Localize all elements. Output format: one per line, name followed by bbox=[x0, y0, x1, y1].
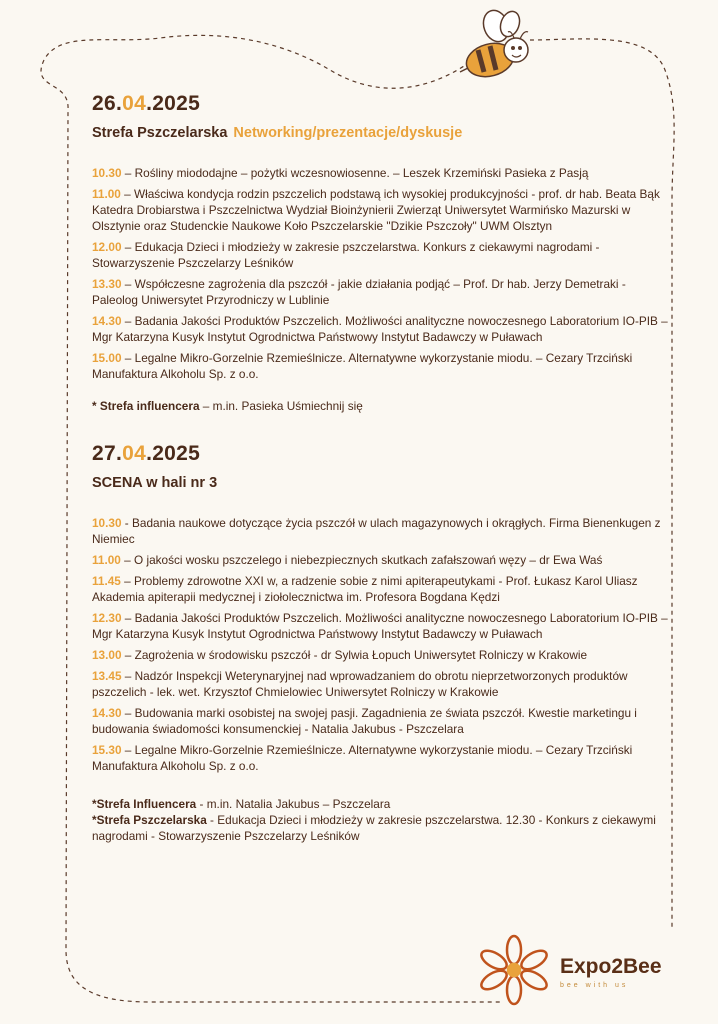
day1-influencer-note: * Strefa influencera – m.in. Pasieka Uśmiechnij się bbox=[92, 399, 363, 413]
logo-tagline: bee with us bbox=[560, 982, 629, 989]
schedule-item: 10.30 - Badania naukowe dotyczące życia pszczół w ulach magazynowych i okrągłych. Firma Bienenkugen z Niemiec bbox=[92, 516, 661, 546]
schedule-item: 13.00 – Zagrożenia w środowisku pszczół - dr Sylwia Łopuch Uniwersytet Rolniczy w Krakowie bbox=[92, 648, 588, 662]
schedule-item: 13.30 – Współczesne zagrożenia dla pszczół - jakie działania podjąć – Prof. Dr hab. Jerzy Demetraki - Paleolog Uniwersytet Przyrodniczy w Lublinie bbox=[92, 277, 626, 307]
schedule-item: 14.30 – Badania Jakości Produktów Pszczelich. Możliwości analityczne nowoczesnego Laboratorium IO-PIB – Mgr Katarzyna Kusyk Instytut Ogrodnictwa Państwowy Instytut Badawczy w Puławach bbox=[92, 314, 668, 344]
day2-influencer-note: *Strefa Influencera - m.in. Natalia Jakubus – Pszczelara bbox=[92, 797, 391, 811]
day2-zone-heading: SCENA w hali nr 3 bbox=[92, 475, 218, 491]
day2-beekeeping-note: *Strefa Pszczelarska - Edukacja Dzieci i młodzieży w zakresie pszczelarstwa. 12.30 - Konkurs z ciekawymi nagrodami - Stowarzyszenie Pszczelarzy Leśników bbox=[92, 813, 656, 843]
schedule-item: 15.30 – Legalne Mikro-Gorzelnie Rzemieślnicze. Alternatywne wykorzystanie miodu. – Cezary Trzciński Manufaktura Alkoholu Sp. z o.o. bbox=[92, 743, 633, 773]
schedule-item: 12.00 – Edukacja Dzieci i młodzieży w zakresie pszczelarstwa. Konkurs z ciekawymi nagrodami - Stowarzyszenie Pszczelarzy Leśników bbox=[92, 240, 600, 270]
bee-icon bbox=[456, 8, 536, 83]
schedule-item: 14.30 – Budowania marki osobistej na swojej pasji. Zagadnienia ze świata pszczół. Kwestie marketingu i budowania świadomości konsumenckiej - Natalia Jakubus - Pszczelara bbox=[92, 706, 637, 736]
day1-schedule bbox=[92, 165, 672, 382]
schedule-item: 11.00 – Właściwa kondycja rodzin pszczelich podstawą ich wysokiej produkcyjności - prof. dr hab. Beata Bąk Katedra Drobiarstwa i Pszczelnictwa Wydział Bioinżynierii Zwierząt Uniwersytet Warmińsko Mazurski w Olsztynie oraz Studenckie Naukowe Koło Pszczelarskie "Dzikie Pszczoły" UWM Olsztyn bbox=[92, 187, 660, 233]
day1-section bbox=[92, 92, 672, 414]
schedule-item: 11.45 – Problemy zdrowotne XXI w, a radzenie sobie z nimi apiterapeutykami - Prof. Łukasz Karol Uliasz Akademia apiterapii medycznej i ziołolecznictwa im. Profesora Bogdana Kędzi bbox=[92, 574, 638, 604]
day2-section bbox=[92, 442, 672, 844]
logo-name: Expo2Bee bbox=[560, 955, 662, 978]
day2-notes bbox=[92, 796, 672, 844]
day1-zone-heading: Strefa Pszczelarska Networking/prezentacje/dyskusje bbox=[92, 125, 463, 141]
day1-date: 26.04.2025 bbox=[92, 92, 201, 115]
schedule-item: 11.00 – O jakości wosku pszczelego i niebezpiecznych skutkach zafałszowań węzy – dr Ewa Waś bbox=[92, 553, 603, 567]
schedule-item: 12.30 – Badania Jakości Produktów Pszczelich. Możliwości analityczne nowoczesnego Laboratorium IO-PIB – Mgr Katarzyna Kusyk Instytut Ogrodnictwa Państwowy Instytut Badawczy w Puławach bbox=[92, 611, 668, 641]
day2-date: 27.04.2025 bbox=[92, 442, 201, 465]
program-content bbox=[92, 92, 672, 844]
day2-schedule bbox=[92, 515, 672, 774]
schedule-item: 13.45 – Nadzór Inspekcji Weterynaryjnej nad wprowadzaniem do obrotu nieprzetworzonych produktów pszczelich - lek. wet. Krzysztof Chmielowiec Uniwersytet Rolniczy w Krakowie bbox=[92, 669, 628, 699]
schedule-item: 15.00 – Legalne Mikro-Gorzelnie Rzemieślnicze. Alternatywne wykorzystanie miodu. – Cezary Trzciński Manufaktura Alkoholu Sp. z o.o. bbox=[92, 351, 633, 381]
schedule-item: 10.30 – Rośliny miododajne – pożytki wczesnowiosenne. – Leszek Krzemiński Pasieka z Pasją bbox=[92, 166, 589, 180]
